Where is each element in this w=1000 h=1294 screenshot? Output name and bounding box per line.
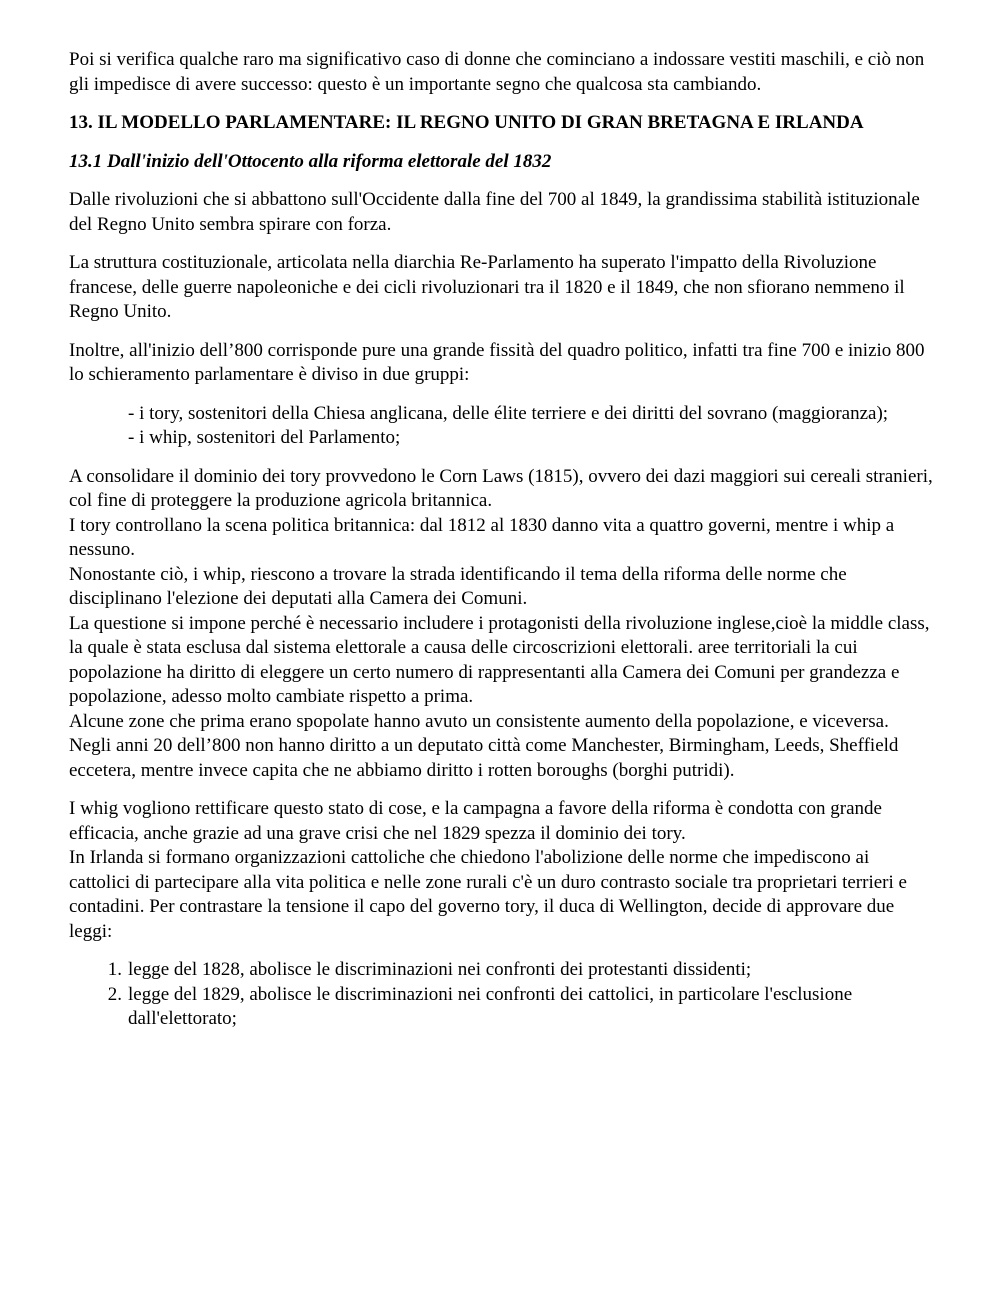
list-item [107,958,935,983]
list-number: 1. [107,959,122,980]
paragraph: Alcune zone che prima erano spopolate hanno avuto un consistente aumento della popolazione, e viceversa. Negli anni 20 dell’800 non hanno diritto a un deputato città come Manchester, Birmingham, Leeds, Sheffield eccetera, mentre invece capita che ne abbiamo diritto i rotten boroughs (borghi putridi). [69,710,899,781]
paragraph: I whig vogliono rettificare questo stato di cose, e la campagna a favore della riforma è condotta con grande efficacia, anche grazie ad una grave crisi che nel 1829 spezza il dominio dei tory. [69,798,882,844]
intro-paragraph: Poi si verifica qualche raro ma significativo caso di donne che cominciano a indossare vestiti maschili, e ciò non gli impedisce di avere successo: questo è un importante segno che qualcosa sta cambiando. [69,49,925,95]
party-list [69,402,935,451]
section-title: 13. IL MODELLO PARLAMENTARE: IL REGNO UNITO DI GRAN BRETAGNA E IRLANDA [69,112,864,133]
paragraph: La struttura costituzionale, articolata nella diarchia Re-Parlamento ha superato l'impatto della Rivoluzione francese, delle guerre napoleoniche e dei cicli rivoluzionari tra il 1820 e il 1849, che non sfiorano nemmeno il Regno Unito. [69,252,905,322]
paragraph: Nonostante ciò, i whip, riescono a trovare la strada identificando il tema della riforma delle norme che disciplinano l'elezione dei deputati alla Camera dei Comuni. [69,563,847,609]
paragraph: In Irlanda si formano organizzazioni cattoliche che chiedono l'abolizione delle norme che impediscono ai cattolici di partecipare alla vita politica e nelle zone rurali c'è un duro contrasto sociale tra proprietari terrieri e contadini. Per contrastare la tensione il capo del governo tory, il duca di Wellington, decide di approvare due leggi: [69,847,907,942]
paragraph: La questione si impone perché è necessario includere i protagonisti della rivoluzione inglese,cioè la middle class, la quale è stata esclusa dal sistema elettorale a causa delle circoscrizioni elettorali. aree territoriali la cui popolazione ha diritto di eleggere un certo numero di rappresentanti alla Camera dei Comuni per grandezza e popolazione, adesso molto cambiate rispetto a prima. [69,612,930,707]
paragraph: I tory controllano la scena politica britannica: dal 1812 al 1830 danno vita a quattro governi, mentre i whip a nessuno. [69,514,895,560]
list-item-text: legge del 1828, abolisce le discriminazioni nei confronti dei protestanti dissidenti; [128,959,752,980]
paragraph: Dalle rivoluzioni che si abbattono sull'Occidente dalla fine del 700 al 1849, la grandissima stabilità istituzionale del Regno Unito sembra spirare con forza. [69,189,920,235]
list-item-text: legge del 1829, abolisce le discriminazioni nei confronti dei cattolici, in particolare l'esclusione dall'elettorato; [128,983,853,1029]
text-block [69,465,935,784]
list-item [107,983,935,1032]
subsection-title: 13.1 Dall'inizio dell'Ottocento alla riforma elettorale del 1832 [69,150,552,172]
laws-list [69,958,935,1032]
list-number: 2. [107,983,122,1005]
list-item: - i tory, sostenitori della Chiesa anglicana, delle élite terriere e dei diritti del sovrano (maggioranza); [128,402,889,424]
list-item: - i whip, sostenitori del Parlamento; [128,427,401,448]
paragraph: A consolidare il dominio dei tory provvedono le Corn Laws (1815), ovvero dei dazi maggiori sui cereali stranieri, col fine di proteggere la produzione agricola britannica. [69,465,933,511]
paragraph: Inoltre, all'inizio dell’800 corrisponde pure una grande fissità del quadro politico, infatti tra fine 700 e inizio 800 lo schieramento parlamentare è diviso in due gruppi: [69,339,925,385]
text-block [69,797,935,944]
document-page [69,48,935,1032]
